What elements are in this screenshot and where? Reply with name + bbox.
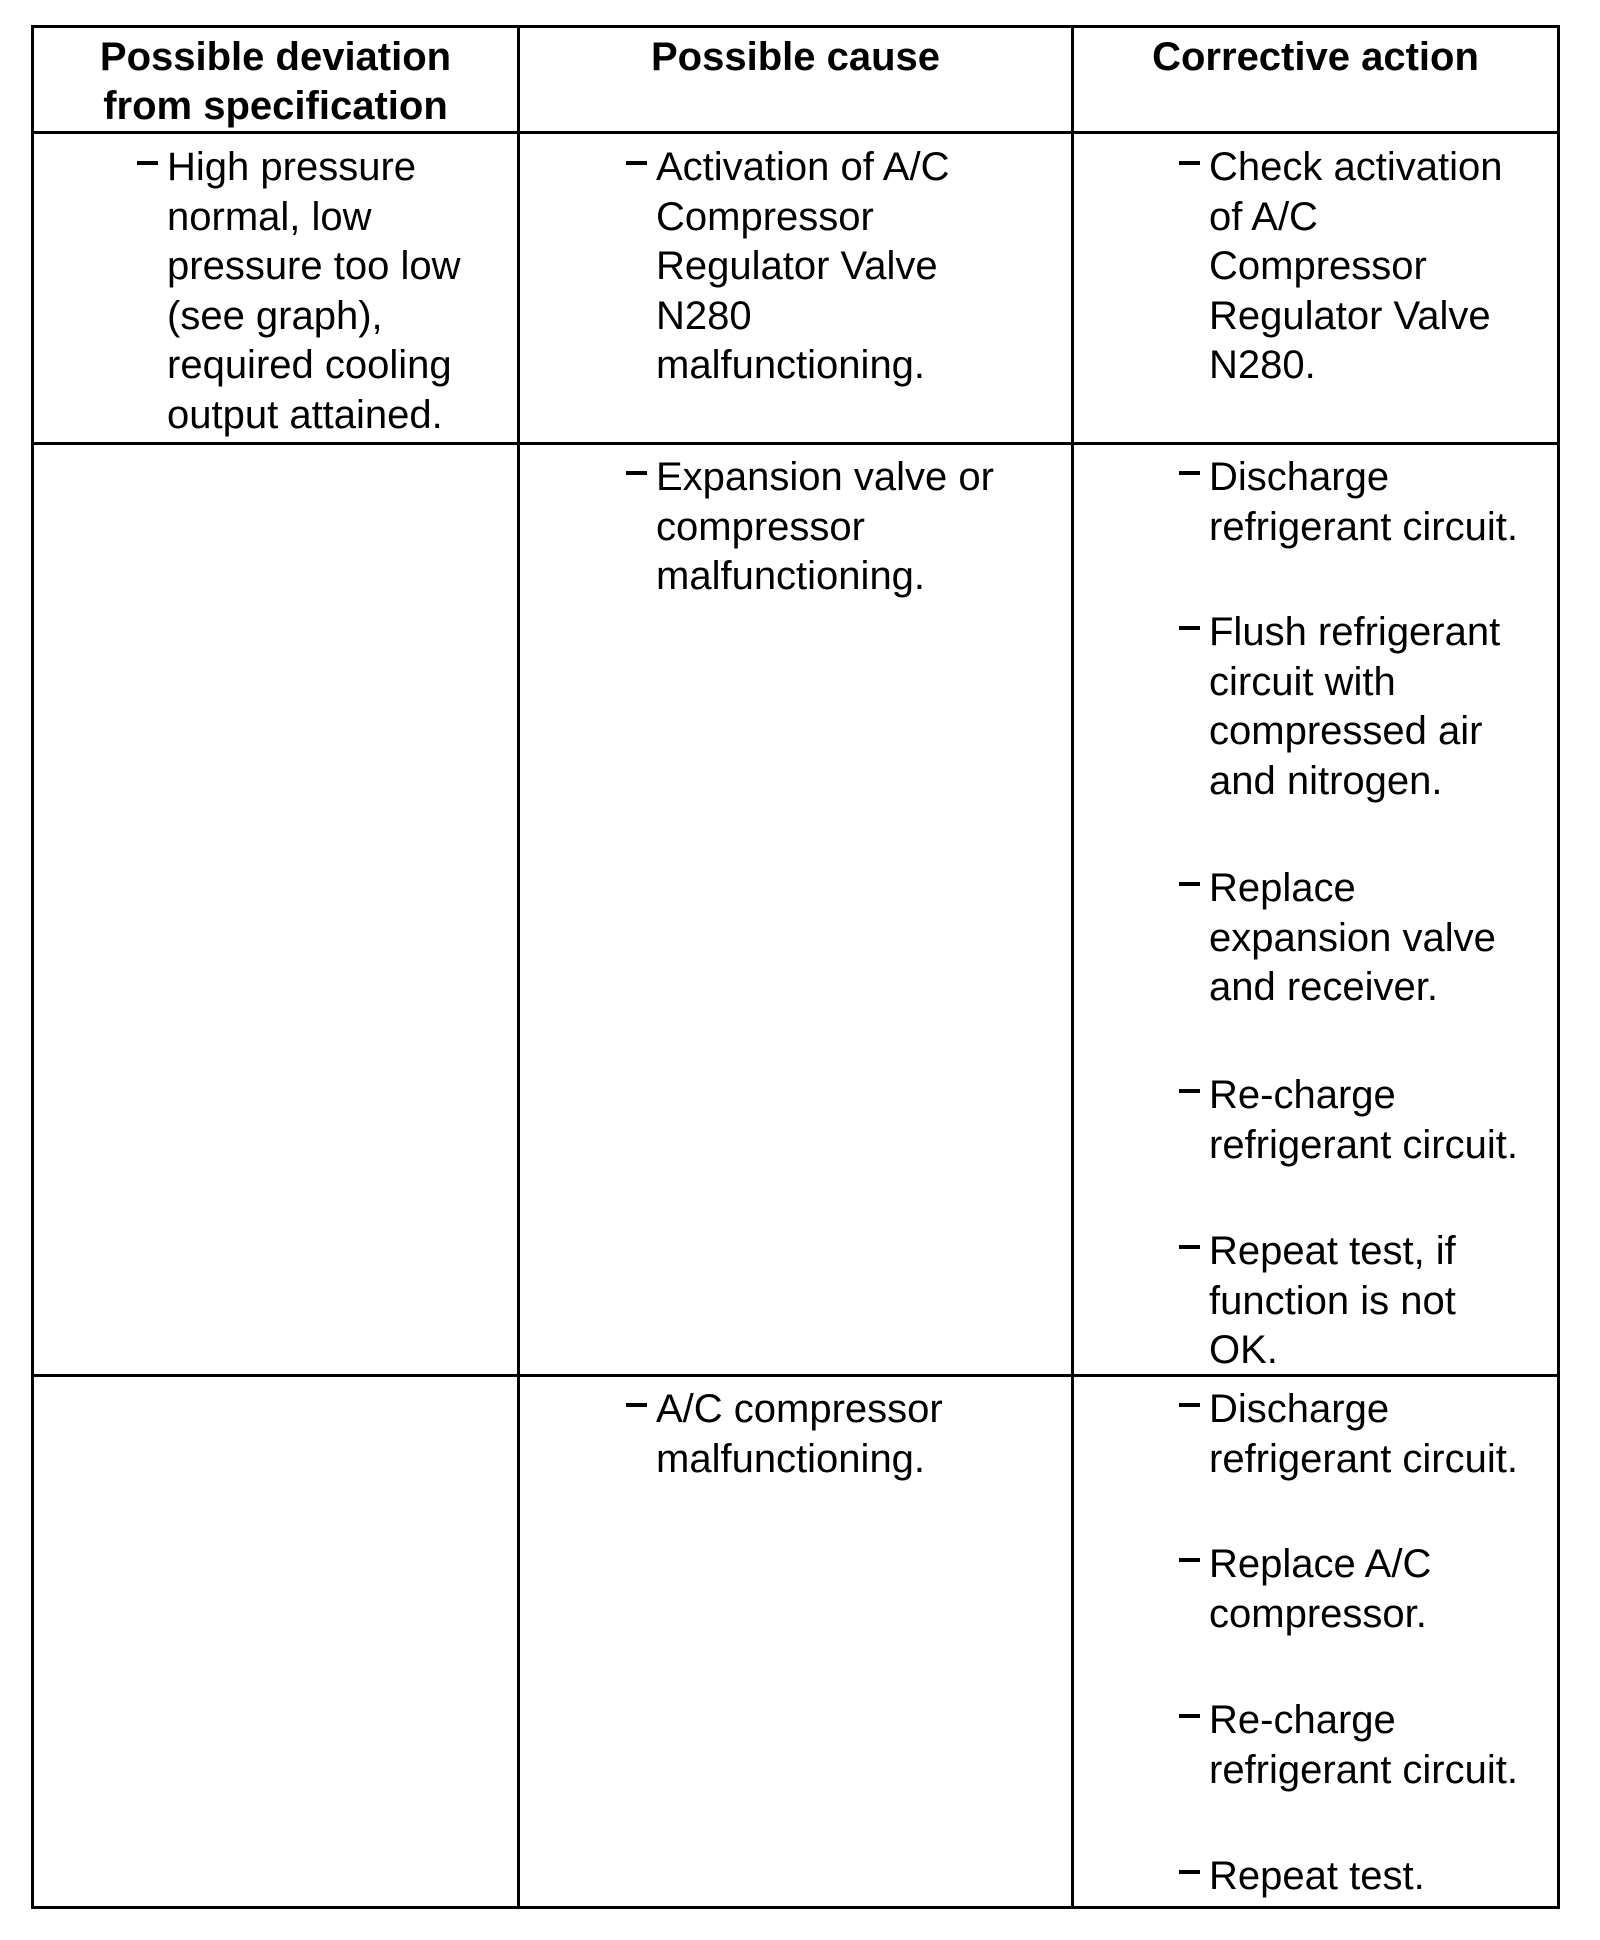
column-divider-2 (1071, 25, 1074, 1909)
header-cause: Possible cause (650, 35, 941, 79)
row-2-action-item-4: Re-charge refrigerant circuit. (1179, 1071, 1587, 1170)
row-1-deviation-item: High pressure normal, low pressure too low (see graph), required cooling output attained. (137, 143, 517, 440)
row-3-action-item-2: Replace A/C compressor. (1179, 1540, 1587, 1639)
header-action: Corrective action (1152, 35, 1479, 79)
table-border-top (31, 25, 1560, 28)
troubleshooting-table (31, 25, 1560, 1909)
row-2-cause-cell (626, 453, 1071, 602)
table-border-left (31, 25, 34, 1909)
row-3-cause-cell (626, 1385, 1071, 1484)
header-deviation: Possible deviation from specification (99, 35, 452, 128)
row-1-cause-cell (626, 143, 1071, 391)
row-3-action-item-3: Re-charge refrigerant circuit. (1179, 1696, 1587, 1795)
row-divider-1 (31, 442, 1560, 445)
table-border-bottom (31, 1906, 1560, 1909)
column-divider-1 (517, 25, 520, 1909)
row-1-deviation-cell (137, 143, 517, 440)
row-3-action-item-1: Discharge refrigerant circuit. (1179, 1385, 1587, 1484)
row-2-action-item-5: Repeat test, if function is not OK. (1179, 1227, 1587, 1376)
row-1-action-cell (1179, 143, 1557, 391)
row-2-action-item-3: Replace expansion valve and receiver. (1179, 864, 1587, 1013)
row-3-action-item-4: Repeat test. (1179, 1852, 1587, 1902)
row-3-cause-item: A/C compressor malfunctioning. (626, 1385, 1071, 1484)
row-1-action-item-1: Check activation of A/C Compressor Regulator Valve N280. (1179, 143, 1557, 391)
header-divider (31, 131, 1560, 134)
row-1-cause-item: Activation of A/C Compressor Regulator Valve N280 malfunctioning. (626, 143, 1071, 391)
row-2-cause-item: Expansion valve or compressor malfunctioning. (626, 453, 1071, 602)
row-2-action-item-1: Discharge refrigerant circuit. (1179, 453, 1587, 552)
row-2-action-item-2: Flush refrigerant circuit with compressed air and nitrogen. (1179, 608, 1587, 806)
